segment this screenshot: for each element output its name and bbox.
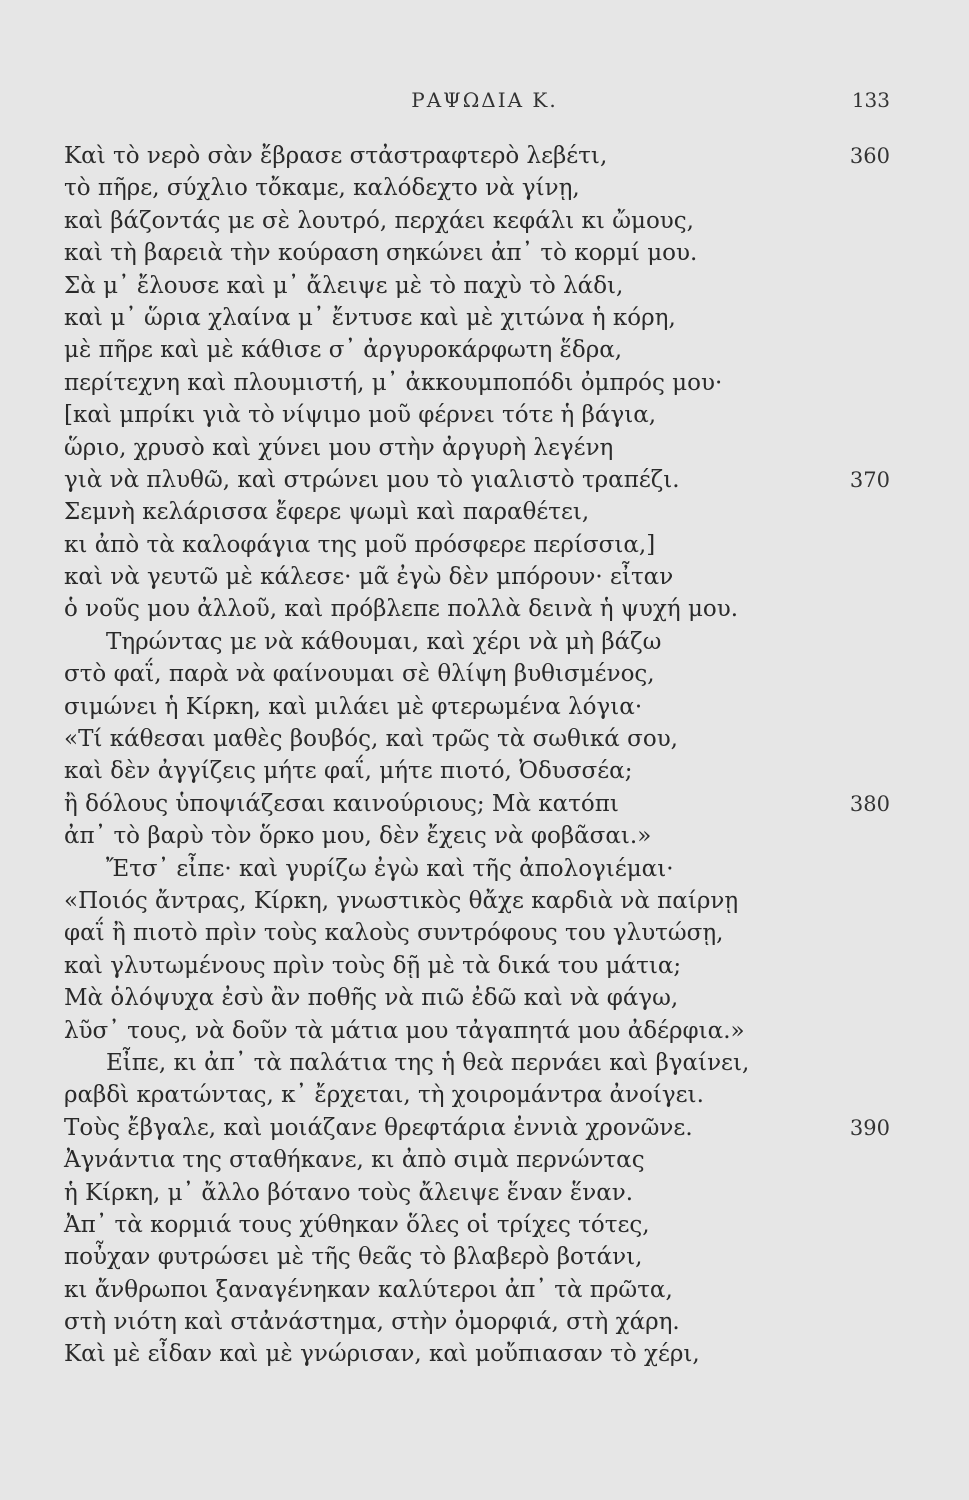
verse-text: ἢ δόλους ὑποψιάζεσαι καινούριους; Μὰ κατόπι	[64, 790, 619, 817]
verse-text: ἀπ᾽ τὸ βαρὺ τὸν ὅρκο μου, δὲν ἔχεις νὰ φοβᾶσαι.»	[64, 823, 652, 850]
verse-text: Σεμνὴ κελάρισσα ἔφερε ψωμὶ καὶ παραθέτει,	[64, 499, 590, 526]
verse-text: στὸ φαΐ, παρὰ νὰ φαίνουμαι σὲ θλίψη βυθισμένος,	[64, 661, 655, 688]
verse-line	[0, 496, 969, 528]
line-number: 370	[849, 467, 890, 492]
verse-line	[0, 367, 969, 399]
verse-text: Ἔτσ᾽ εἶπε· καὶ γυρίζω ἐγὼ καὶ τῆς ἀπολογιέμαι·	[106, 855, 674, 882]
verse-line	[0, 1209, 969, 1241]
verse-line	[0, 820, 969, 852]
verse-text: καὶ νὰ γευτῶ μὲ κάλεσε· μᾶ ἐγὼ δὲν μπόρουν· εἶταν	[64, 564, 674, 591]
verse-line	[0, 334, 969, 366]
line-number: 380	[849, 791, 890, 816]
verse-text: λῦσ᾽ τους, νὰ δοῦν τὰ μάτια μου τἀγαπητά μου ἀδέρφια.»	[64, 1017, 745, 1044]
verse-text: ὁ νοῦς μου ἀλλοῦ, καὶ πρόβλεπε πολλὰ δεινὰ ἡ ψυχή μου.	[64, 596, 739, 623]
verse-line	[0, 205, 969, 237]
verse-text: ἡ Κίρκη, μ᾽ ἄλλο βότανο τοὺς ἄλειψε ἕναν ἕναν.	[64, 1179, 634, 1206]
verse-line	[0, 885, 969, 917]
line-number: 390	[849, 1115, 890, 1140]
verse-line	[0, 302, 969, 334]
verse-text: Τοὺς ἔβγαλε, καὶ μοιάζανε θρεφτάρια ἐννιὰ χρονῶνε.	[64, 1114, 693, 1141]
verse-text: μὲ πῆρε καὶ μὲ κάθισε σ᾽ ἀργυροκάρφωτη ἕδρα,	[64, 337, 623, 364]
verse-text: Τηρώντας με νὰ κάθουμαι, καὶ χέρι νὰ μὴ βάζω	[106, 628, 662, 655]
verse-text: στὴ νιότη καὶ στἀνάστημα, στὴν ὀμορφιά, στὴ χάρη.	[64, 1309, 680, 1336]
verse-line	[0, 399, 969, 431]
verse-text: περίτεχνη καὶ πλουμιστή, μ᾽ ἀκκουμποπόδι ὀμπρός μου·	[64, 369, 723, 396]
verse-line	[0, 658, 969, 690]
verse-line	[0, 853, 969, 885]
verse-line	[0, 691, 969, 723]
verse-line	[0, 1047, 969, 1079]
verse-line	[0, 1079, 969, 1111]
verse-line	[0, 1112, 969, 1144]
verse-text: καὶ τὴ βαρειὰ τὴν κούραση σηκώνει ἀπ᾽ τὸ κορμί μου.	[64, 240, 698, 267]
verse-text: ὥριο, χρυσὸ καὶ χύνει μου στὴν ἀργυρὴ λεγένη	[64, 434, 614, 461]
verse-line	[0, 140, 969, 172]
verse-text: Καὶ μὲ εἶδαν καὶ μὲ γνώρισαν, καὶ μοὔπιασαν τὸ χέρι,	[64, 1341, 700, 1368]
verse-line	[0, 788, 969, 820]
verse-line	[0, 982, 969, 1014]
verse-text: καὶ μ᾽ ὥρια χλαίνα μ᾽ ἔντυσε καὶ μὲ χιτώνα ἡ κόρη,	[64, 304, 676, 331]
verse-line	[0, 1306, 969, 1338]
verse-text: Σὰ μ᾽ ἔλουσε καὶ μ᾽ ἄλειψε μὲ τὸ παχὺ τὸ λάδι,	[64, 272, 624, 299]
verse-line	[0, 755, 969, 787]
verse-text: «Τί κάθεσαι μαθὲς βουβός, καὶ τρῶς τὰ σωθικά σου,	[64, 726, 678, 753]
verse-line	[0, 432, 969, 464]
verse-text: τὸ πῆρε, σύχλιο τὄκαμε, καλόδεχτο νὰ γίνῃ,	[64, 175, 580, 202]
verse-line	[0, 1015, 969, 1047]
verse-text: καὶ βάζοντάς με σὲ λουτρό, περχάει κεφάλι κι ὤμους,	[64, 207, 694, 234]
verse-text: ραβδὶ κρατώντας, κ᾽ ἔρχεται, τὴ χοιρομάντρα ἀνοίγει.	[64, 1082, 704, 1109]
verse-text: Εἶπε, κι ἀπ᾽ τὰ παλάτια της ἡ θεὰ περνάει καὶ βγαίνει,	[106, 1049, 750, 1076]
verse-line	[0, 270, 969, 302]
verse-line	[0, 626, 969, 658]
verse-text: Ἀπ᾽ τὰ κορμιά τους χύθηκαν ὅλες οἱ τρίχες τότες,	[64, 1211, 650, 1238]
verse-line	[0, 1241, 969, 1273]
verse-text: [καὶ μπρίκι γιὰ τὸ νίψιμο μοῦ φέρνει τότε ἡ βάγια,	[64, 402, 657, 429]
line-number: 360	[849, 144, 890, 168]
verse-text: καὶ γλυτωμένους πρὶν τοὺς δῇ μὲ τὰ δικά του μάτια;	[64, 952, 682, 979]
verse-text: φαΐ ἢ πιοτὸ πρὶν τοὺς καλοὺς συντρόφους του γλυτώσῃ,	[64, 920, 724, 947]
verse-text: Ἀγνάντια της σταθήκανε, κι ἀπὸ σιμὰ περνώντας	[64, 1147, 645, 1174]
verse-text: κι ἀπὸ τὰ καλοφάγια της μοῦ πρόσφερε περίσσια,]	[64, 531, 656, 558]
verse-line	[0, 1338, 969, 1370]
verse-line	[0, 723, 969, 755]
verse-line	[0, 1177, 969, 1209]
verse-line	[0, 561, 969, 593]
verse-line	[0, 917, 969, 949]
running-header: ΡΑΨΩΔΙΑ Κ.	[411, 88, 558, 112]
verse-text: Καὶ τὸ νερὸ σὰν ἔβρασε στἀστραφτερὸ λεβέτι,	[64, 143, 608, 169]
verse-text: ποὖχαν φυτρώσει μὲ τῆς θεᾶς τὸ βλαβερὸ βοτάνι,	[64, 1244, 643, 1271]
verse-line	[0, 950, 969, 982]
verse-text: Μὰ ὁλόψυχα ἐσὺ ἂν ποθῆς νὰ πιῶ ἐδῶ καὶ νὰ φάγω,	[64, 985, 679, 1012]
verse-text: κι ἄνθρωποι ξαναγένηκαν καλύτεροι ἀπ᾽ τὰ πρῶτα,	[64, 1276, 673, 1303]
page-number: 133	[851, 88, 890, 112]
verse-line	[0, 1144, 969, 1176]
verse-text: καὶ δὲν ἀγγίζεις μήτε φαΐ, μήτε πιοτό, Ὀδυσσέα;	[64, 758, 633, 785]
verse-text: «Ποιός ἄντρας, Κίρκη, γνωστικὸς θἄχε καρδιὰ νὰ παίρνῃ	[64, 887, 739, 914]
verse-line	[0, 1274, 969, 1306]
verse-line	[0, 172, 969, 204]
verse-line	[0, 237, 969, 269]
verse-text: γιὰ νὰ πλυθῶ, καὶ στρώνει μου τὸ γιαλιστὸ τραπέζι.	[64, 466, 680, 493]
verse-line	[0, 593, 969, 625]
verse-line	[0, 464, 969, 496]
verse-line	[0, 529, 969, 561]
verse-block	[0, 140, 969, 1371]
verse-text: σιμώνει ἡ Κίρκη, καὶ μιλάει μὲ φτερωμένα λόγια·	[64, 693, 643, 720]
